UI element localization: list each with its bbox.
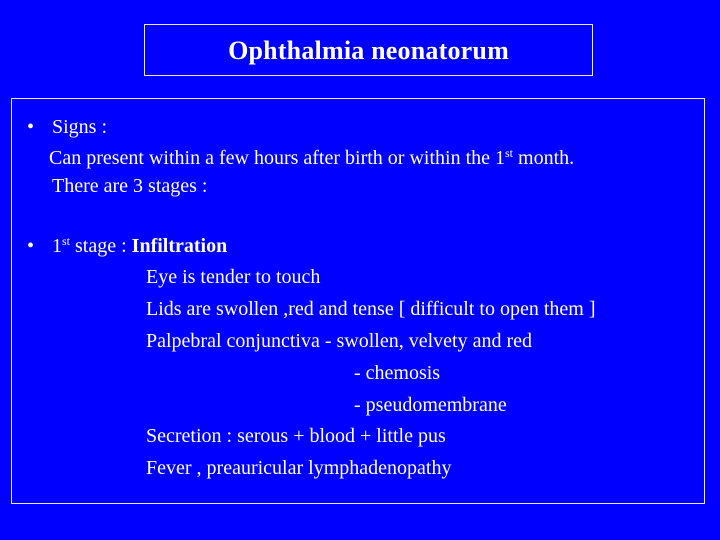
stage1-item: Lids are swollen ,red and tense [ difficult to open them ] bbox=[146, 298, 596, 320]
slide-title: Ophthalmia neonatorum bbox=[228, 36, 509, 65]
signs-heading: Signs : bbox=[52, 116, 108, 138]
signs-line-2: There are 3 stages : bbox=[52, 175, 208, 197]
stage1-subitem: - chemosis bbox=[354, 362, 441, 384]
stage1-heading: 1st stage : Infiltration bbox=[52, 234, 228, 257]
stage1-item: Palpebral conjunctiva - swollen, velvety and red bbox=[146, 330, 532, 352]
title-box bbox=[144, 24, 593, 76]
signs-line-1: Can present within a few hours after birth or within the 1st month. bbox=[49, 146, 575, 169]
stage1-item: Fever , preauricular lymphadenopathy bbox=[146, 457, 452, 479]
bullet-signs: • bbox=[27, 116, 35, 138]
bullet-stage1: • bbox=[27, 235, 35, 257]
stage1-subitem: - pseudomembrane bbox=[354, 394, 507, 416]
stage1-item: Eye is tender to touch bbox=[146, 266, 321, 288]
stage1-item: Secretion : serous + blood + little pus bbox=[146, 425, 446, 447]
